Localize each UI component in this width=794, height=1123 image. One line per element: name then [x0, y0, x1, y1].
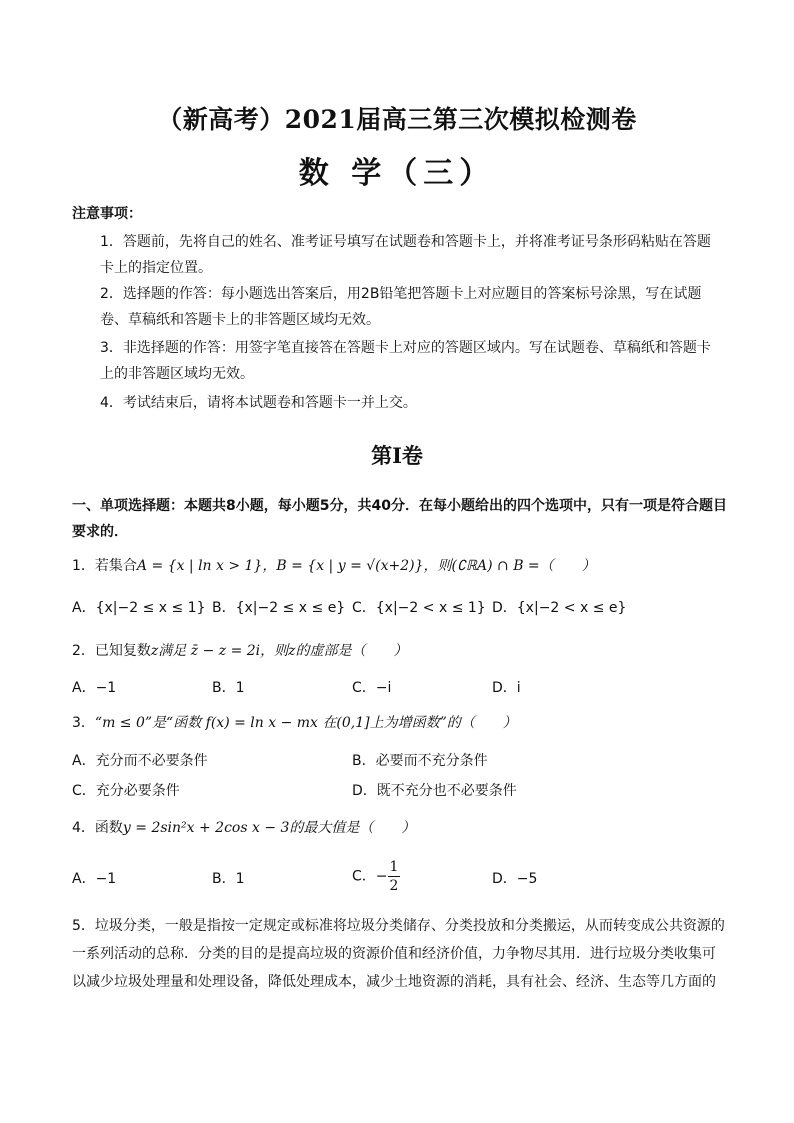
question-stem-math: A = {x | ln x > 1}，B = {x | y = √(x+2)}，则(∁ℝA) ∩ B =（ ）	[136, 558, 596, 574]
fraction-denominator: 2	[389, 878, 399, 894]
notice-item-text: 4．考试结束后，请将本试题卷和答题卡一并上交。	[100, 395, 417, 411]
option-a: A．−1	[72, 680, 117, 696]
option-a: A．−1	[72, 871, 117, 887]
option-a: A．充分而不必要条件	[72, 753, 208, 769]
question-stem-math: “m ≤ 0”是“函数 f(x) = ln x − mx 在(0,1]上为增函数”的（ ）	[94, 715, 517, 731]
option-d: D．i	[492, 680, 521, 696]
fraction	[388, 858, 401, 895]
question-stem-prefix: 3．	[72, 715, 95, 731]
option-c: C．{x|−2 < x ≤ 1}	[352, 600, 486, 616]
option-c-label: C．−	[352, 868, 388, 885]
section-heading: 一、单项选择题：本题共8小题，每小题5分，共40分．在每小题给出的四个选项中，只有一项是符合题目要求的．	[72, 498, 727, 540]
question-stem-prefix: 2．已知复数	[72, 643, 151, 659]
question-1-stem	[72, 555, 732, 575]
option-d: D．−5	[492, 871, 538, 887]
question-3-stem	[72, 712, 732, 732]
notice-item-text: 3．非选择题的作答：用签字笔直接答在答题卡上对应的答题区域内。写在试题卷、草稿纸和答题卡上的非答题区域均无效。	[100, 340, 711, 382]
notice-item-4	[72, 390, 724, 416]
question-stem-math: y = 2sin²x + 2cos x − 3的最大值是（ ）	[122, 820, 416, 836]
exam-subject: 数 学（三）	[298, 156, 496, 191]
option-b: B．1	[212, 871, 245, 887]
question-2-stem	[72, 640, 732, 660]
notice-item-1	[72, 229, 724, 281]
question-stem-math: z满足 z̄ − z = 2i，则z的虚部是（ ）	[150, 643, 408, 659]
option-b: B．必要而不充分条件	[352, 753, 488, 769]
option-b: B．{x|−2 ≤ x ≤ e}	[212, 600, 346, 616]
notice-item-3	[72, 335, 724, 387]
option-a: A．{x|−2 ≤ x ≤ 1}	[72, 600, 206, 616]
notice-item-text: 2．选择题的作答：每小题选出答案后，用2B铅笔把答题卡上对应题目的答案标号涂黑，写在试题卷、草稿纸和答题卡上的非答题区域均无效。	[100, 286, 702, 328]
question-4-stem	[72, 817, 732, 837]
notice-item-text: 1．答题前，先将自己的姓名、准考证号填写在试题卷和答题卡上，并将准考证号条形码粘贴在答题卡上的指定位置。	[100, 234, 711, 276]
option-c	[352, 858, 400, 895]
question-5-stem: 5．垃圾分类，一般是指按一定规定或标准将垃圾分类储存、分类投放和分类搬运，从而转变成公共资源的一系列活动的总称．分类的目的是提高垃圾的资源价值和经济价值，力争物尽其用．进行垃圾分类收集可以减少垃圾处理量和处理设备，降低处理成本，减少土地资源的消耗，具有社会、经济、生态等几方面的	[72, 918, 725, 990]
notice-item-2	[72, 281, 724, 333]
exam-title: （新高考）2021届高三第三次模拟检测卷	[157, 105, 637, 134]
option-c: C．充分必要条件	[72, 783, 180, 799]
option-b: B．1	[212, 680, 245, 696]
question-stem-prefix: 4．函数	[72, 820, 123, 836]
notice-heading: 注意事项：	[72, 206, 142, 222]
part-heading: 第Ⅰ卷	[371, 443, 423, 468]
option-d: D．{x|−2 < x ≤ e}	[492, 600, 627, 616]
question-stem-prefix: 1．若集合	[72, 558, 137, 574]
fraction-numerator: 1	[389, 859, 399, 875]
option-d: D．既不充分也不必要条件	[352, 783, 517, 799]
option-c: C．−i	[352, 680, 392, 696]
